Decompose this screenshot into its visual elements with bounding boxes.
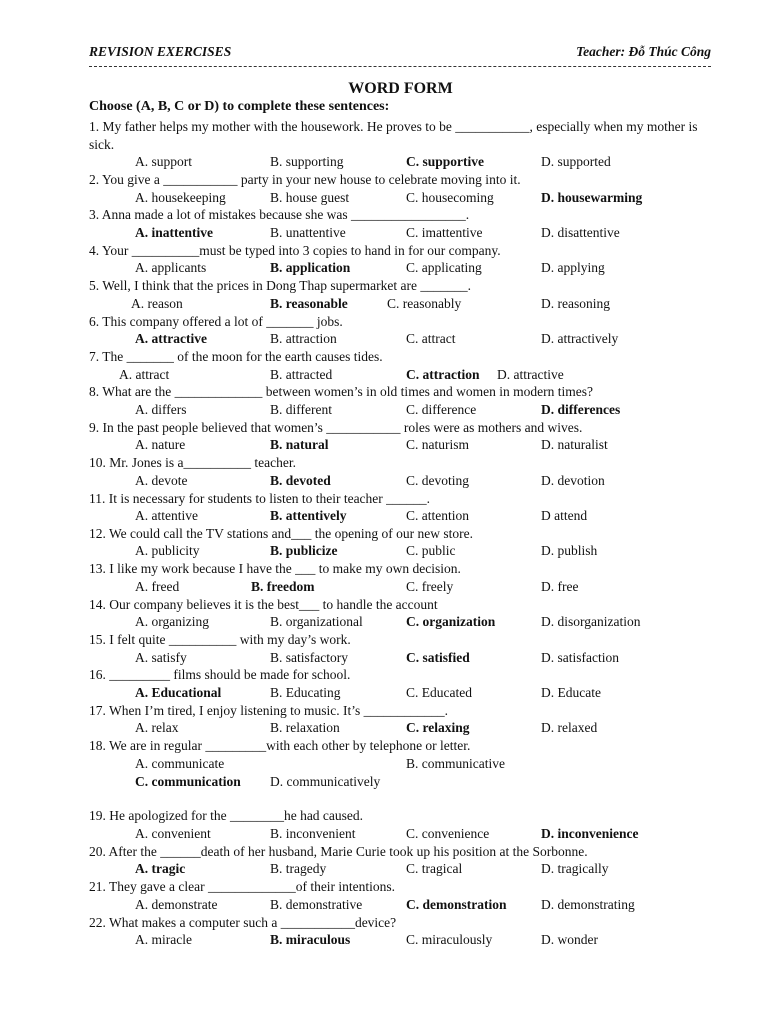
option-c: C. reasonably — [387, 295, 462, 311]
option-b: B. relaxation — [270, 720, 340, 736]
option-a: A. communicate — [135, 755, 225, 771]
options-row — [89, 295, 711, 313]
options-row — [89, 189, 711, 207]
option-b: B. inconvenient — [270, 826, 356, 842]
page-title: WORD FORM — [348, 80, 453, 97]
question-text: 20. After the ______death of her husband, Marie Curie took up his position at the Sorbonne. — [89, 843, 588, 859]
options-row — [89, 860, 711, 878]
options-row — [89, 401, 711, 419]
question-item — [89, 737, 711, 790]
spacer — [89, 790, 711, 807]
question-text: 14. Our company believes it is the best___ to handle the account — [89, 596, 438, 612]
option-c: C. satisfied — [406, 649, 470, 665]
question-text: 22. What makes a computer such a ___________device? — [89, 914, 397, 930]
option-b: B. freedom — [251, 578, 315, 594]
option-d: D. housewarming — [541, 189, 643, 205]
question-item — [89, 631, 711, 666]
question-text: 9. In the past people believed that women’s ___________ roles were as mothers and wives. — [89, 419, 583, 435]
option-d: D. naturalist — [541, 437, 608, 453]
option-d: D. reasoning — [541, 295, 610, 311]
option-d: D. inconvenience — [541, 826, 639, 842]
option-c: C. miraculously — [406, 932, 493, 948]
option-d: D. demonstrating — [541, 896, 635, 912]
option-d: D. publish — [541, 543, 598, 559]
question-item — [89, 383, 711, 418]
option-a: A. housekeeping — [135, 189, 226, 205]
option-b: B. application — [270, 260, 351, 276]
options-row — [89, 259, 711, 277]
option-d: D. satisfaction — [541, 649, 619, 665]
option-b: B. tragedy — [270, 861, 327, 877]
question-text: 21. They gave a clear _____________of their intentions. — [89, 879, 396, 895]
question-item — [89, 843, 711, 878]
options-row — [89, 224, 711, 242]
question-text: 5. Well, I think that the prices in Dong Thap supermarket are _______. — [89, 278, 471, 294]
option-c: C. imattentive — [406, 224, 483, 240]
question-item — [89, 560, 711, 595]
options-row — [89, 330, 711, 348]
option-c: C. devoting — [406, 472, 469, 488]
question-text: 16. _________ films should be made for school. — [89, 667, 351, 683]
option-b: B. miraculous — [270, 932, 351, 948]
options-row — [89, 896, 711, 914]
question-item — [89, 313, 711, 348]
option-a: A. attentive — [135, 508, 198, 524]
question-item — [89, 206, 711, 241]
question-item — [89, 171, 711, 206]
question-item — [89, 666, 711, 701]
option-b: B. publicize — [270, 543, 338, 559]
option-c: C. demonstration — [406, 896, 507, 912]
option-b: B. different — [270, 401, 332, 417]
instruction-text: Choose (A, B, C or D) to complete these sentences: — [89, 99, 390, 114]
question-item — [89, 348, 711, 383]
option-a: A. freed — [135, 578, 180, 594]
option-c: C. freely — [406, 578, 454, 594]
option-c: C. attraction — [406, 366, 480, 382]
options-row — [89, 472, 711, 490]
option-d: D. free — [541, 578, 579, 594]
option-c: C. communication — [135, 773, 241, 789]
options-row — [89, 153, 711, 171]
option-b: B. reasonable — [270, 295, 348, 311]
option-c: C. organization — [406, 614, 496, 630]
option-a: A. satisfy — [135, 649, 187, 665]
options-row — [89, 578, 711, 596]
question-item — [89, 878, 711, 913]
option-b: B. satisfactory — [270, 649, 348, 665]
option-a: A. differs — [135, 401, 187, 417]
options-row — [89, 366, 711, 384]
option-b: B. unattentive — [270, 224, 346, 240]
question-text: 12. We could call the TV stations and___ the opening of our new store. — [89, 525, 473, 541]
option-a: A. devote — [135, 472, 188, 488]
question-text: 19. He apologized for the ________he had caused. — [89, 808, 364, 824]
question-text: 2. You give a ___________ party in your new house to celebrate moving into it. — [89, 171, 521, 187]
question-text: 6. This company offered a lot of _______ jobs. — [89, 313, 343, 329]
option-b: B. Educating — [270, 685, 341, 701]
option-d: D. wonder — [541, 932, 598, 948]
question-text: 10. Mr. Jones is a__________ teacher. — [89, 455, 296, 471]
option-d: D. applying — [541, 260, 605, 276]
question-text: 18. We are in regular _________with each other by telephone or letter. — [89, 738, 471, 754]
question-text: 11. It is necessary for students to listen to their teacher ______. — [89, 490, 431, 506]
option-a: A. attract — [119, 366, 170, 382]
options-row — [89, 649, 711, 667]
option-d: D. communicatively — [270, 773, 381, 789]
question-item — [89, 419, 711, 454]
question-text: 1. My father helps my mother with the housework. He proves to be ___________, especially when my mother is sick. — [89, 119, 698, 152]
question-text: 4. Your __________must be typed into 3 copies to hand in for our company. — [89, 242, 501, 258]
question-text: 13. I like my work because I have the ___ to make my own decision. — [89, 561, 461, 577]
option-c: C. housecoming — [406, 189, 494, 205]
option-b: B. communicative — [406, 755, 505, 771]
option-d: D. tragically — [541, 861, 609, 877]
option-a: A. support — [135, 154, 192, 170]
question-text: 15. I felt quite __________ with my day’s work. — [89, 632, 351, 648]
option-d: D. attractive — [497, 366, 564, 382]
option-c: C. attract — [406, 331, 456, 347]
option-a: A. demonstrate — [135, 896, 218, 912]
option-b: B. demonstrative — [270, 896, 363, 912]
option-b: B. organizational — [270, 614, 363, 630]
option-a: A. relax — [135, 720, 179, 736]
options-row — [89, 507, 711, 525]
header-divider — [89, 66, 711, 67]
option-b: B. supporting — [270, 154, 344, 170]
option-a: A. organizing — [135, 614, 209, 630]
question-item — [89, 242, 711, 277]
option-c: C. Educated — [406, 685, 472, 701]
option-a: A. miracle — [135, 932, 192, 948]
option-a: A. convenient — [135, 826, 211, 842]
question-item — [89, 702, 711, 737]
option-d: D. devotion — [541, 472, 605, 488]
option-c: C. supportive — [406, 154, 485, 170]
question-item — [89, 454, 711, 489]
option-c: C. attention — [406, 508, 469, 524]
options-row — [89, 684, 711, 702]
option-b: B. natural — [270, 437, 329, 453]
header-teacher: Teacher: Đỗ Thúc Công — [576, 44, 711, 59]
option-a: A. Educational — [135, 685, 222, 701]
option-d: D. disorganization — [541, 614, 641, 630]
question-item — [89, 596, 711, 631]
option-a: A. reason — [131, 295, 183, 311]
option-b: B. attentively — [270, 508, 347, 524]
option-d: D. attractively — [541, 331, 619, 347]
question-list — [89, 118, 711, 949]
option-c: C. applicating — [406, 260, 482, 276]
option-a: A. attractive — [135, 331, 207, 347]
option-c: C. naturism — [406, 437, 469, 453]
option-c: C. tragical — [406, 861, 463, 877]
option-d: D. differences — [541, 401, 621, 417]
option-c: C. public — [406, 543, 456, 559]
option-a: A. inattentive — [135, 224, 213, 240]
options-row — [89, 436, 711, 454]
options-row — [89, 755, 711, 773]
option-a: A. publicity — [135, 543, 200, 559]
question-item — [89, 525, 711, 560]
option-a: A. tragic — [135, 861, 186, 877]
question-text: 3. Anna made a lot of mistakes because she was _________________. — [89, 207, 470, 223]
option-b: B. house guest — [270, 189, 350, 205]
option-c: C. convenience — [406, 826, 490, 842]
options-row — [89, 719, 711, 737]
options-row — [89, 931, 711, 949]
page-header — [89, 44, 711, 64]
question-text: 8. What are the _____________ between women’s in old times and women in modern times? — [89, 384, 594, 400]
question-item — [89, 807, 711, 842]
option-d: D. supported — [541, 154, 611, 170]
option-b: B. attraction — [270, 331, 337, 347]
options-row — [89, 825, 711, 843]
option-a: A. applicants — [135, 260, 207, 276]
option-c: C. difference — [406, 401, 477, 417]
option-d: D. Educate — [541, 685, 601, 701]
option-c: C. relaxing — [406, 720, 470, 736]
option-d: D. relaxed — [541, 720, 598, 736]
option-d: D attend — [541, 508, 588, 524]
question-item — [89, 490, 711, 525]
question-text: 7. The _______ of the moon for the earth causes tides. — [89, 348, 383, 364]
question-item — [89, 277, 711, 312]
options-row — [89, 613, 711, 631]
options-row — [89, 773, 711, 791]
question-text: 17. When I’m tired, I enjoy listening to music. It’s ____________. — [89, 702, 448, 718]
option-a: A. nature — [135, 437, 186, 453]
header-title: REVISION EXERCISES — [89, 44, 232, 59]
question-item — [89, 118, 711, 171]
question-item — [89, 914, 711, 949]
option-b: B. devoted — [270, 472, 331, 488]
option-b: B. attracted — [270, 366, 333, 382]
option-d: D. disattentive — [541, 224, 620, 240]
options-row — [89, 542, 711, 560]
